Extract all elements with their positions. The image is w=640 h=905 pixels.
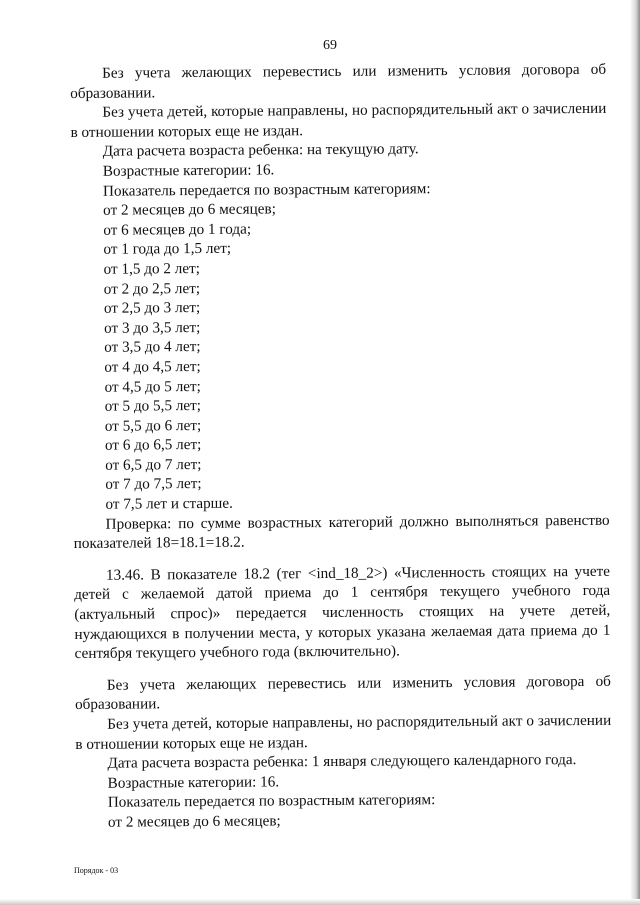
list-item: от 5 до 5,5 лет; [104,397,202,415]
list-item: от 6 до 6,5 лет; [104,436,202,455]
list-item: от 2 месяцев до 6 месяцев; [103,200,276,219]
list-item: от 6 месяцев до 1 года; [103,220,252,239]
paragraph-exclude-transfer: Без учета желающих перевестись или изменить условия договора об образовании. [74,672,611,714]
scan-edge-shadow [630,0,640,905]
list-item: от 4 до 4,5 лет; [104,357,201,376]
list-item: от 1,5 до 2 лет; [103,259,200,278]
list-item: от 2 до 2,5 лет; [103,279,201,298]
paragraph-check: Проверка: по сумме возрастных категорий должно выполняться равенство показателей 18=18.1=18.2. [73,511,610,553]
paragraph-section-13-46: 13.46. В показателе 18.2 (тег <ind_18_2>) «Численность стоящих на учете детей с желаемой датой приема до 1 сентября текущего учебного года (актуальный спрос)» передается численность стоящих на учете детей, нуждающихся в получении места, у которых указана желаемая дата приема до 1 сентября текущего учебного года (включительно). [74,562,611,663]
paragraph-exclude-transfer: Без учета желающих перевестись или изменить условия договора об образовании. [70,60,607,102]
list-item: от 7 до 7,5 лет; [105,475,202,494]
list-item: от 6,5 до 7 лет; [105,455,202,474]
paragraph-age-categories: Возрастные категории: 16. [107,773,280,792]
list-item: от 4,5 до 5 лет; [104,377,201,396]
list-item: от 7,5 лет и старше. [105,494,233,513]
page-number: 69 [323,38,337,53]
list-item: от 2 месяцев до 6 месяцев; [107,812,281,831]
list-item: от 5,5 до 6 лет; [104,416,202,435]
paragraph-exclude-directed: Без учета детей, которые направлены, но распорядительный акт о зачислении в отношении которых еще не издан. [75,711,612,753]
paragraph-age-categories: Возрастные категории: 16. [102,161,275,180]
list-item: от 2,5 до 3 лет; [103,299,201,317]
document-body [70,60,612,833]
paragraph-categories-intro: Показатель передается по возрастным категориям: [107,791,436,812]
list-item: от 3 до 3,5 лет; [104,318,201,337]
list-item: от 3,5 до 4 лет; [104,338,201,357]
scan-edge-shadow [0,899,640,905]
paragraph-exclude-directed: Без учета детей, которые направлены, но распорядительный акт о зачислении в отношении которых еще не издан. [70,99,607,141]
list-item: от 1 года до 1,5 лет; [103,240,232,259]
footer-label: Порядок - 03 [74,866,119,875]
paragraph-age-date: Дата расчета возраста ребенка: на текущую дату. [102,140,419,161]
paragraph-categories-intro: Показатель передается по возрастным категориям: [102,179,431,200]
paragraph-age-date: Дата расчета возраста ребенка: 1 января следующего календарного года. [107,751,577,772]
age-category-list [71,197,609,515]
